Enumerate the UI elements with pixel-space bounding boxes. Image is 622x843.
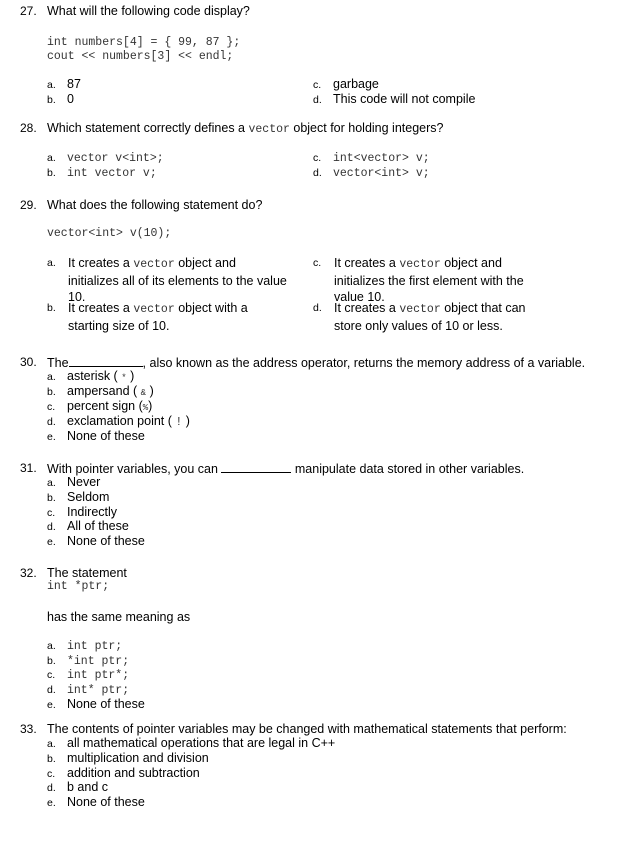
answer-option-c: c. It creates a vector object and initializes the first element with the value 10. [313,256,524,304]
question-text: The statement [47,566,127,580]
question-text: With pointer variables, you can manipulate data stored in other variables. [47,462,525,476]
answer-option-b: b. Seldom [47,490,110,504]
fill-in-blank [69,355,143,367]
question-33 [20,722,610,817]
code-line: cout << numbers[3] << endl; [47,50,234,63]
answer-option-e: e. None of these [47,795,145,809]
question-text: The , also known as the address operator, returns the memory address of a variable. [47,356,586,370]
answer-option-a: a. int ptr; [47,640,123,653]
question-number: 32. [20,566,37,580]
answer-option-a: a. Never [47,475,101,489]
question-29 [20,198,610,338]
answer-option-a: a. all mathematical operations that are legal in C++ [47,736,336,750]
question-text: Which statement correctly defines a vector object for holding integers? [47,121,444,136]
answer-option-a: a. vector v<int>; [47,152,164,165]
answer-option-d: d. exclamation point ( ! ) [47,414,190,429]
answer-option-a: a. 87 [47,77,81,91]
answer-option-c: c. int ptr*; [47,669,130,682]
question-30 [20,355,610,450]
answer-option-d: d. This code will not compile [313,92,476,106]
question-27 [20,4,610,104]
answer-option-c: c. percent sign (%) [47,399,153,413]
question-text: The contents of pointer variables may be changed with mathematical statements that perform: [47,722,567,736]
answer-option-b: b. multiplication and division [47,751,209,765]
answer-option-d: d. All of these [47,519,129,533]
answer-option-b: b. It creates a vector object with a starting size of 10. [47,301,248,333]
answer-option-a: a. It creates a vector object and initializes all of its elements to the value 10. [47,256,287,304]
code-line: int numbers[4] = { 99, 87 }; [47,36,241,49]
answer-option-d: d. b and c [47,780,109,794]
question-32 [20,566,610,716]
question-28 [20,121,610,181]
question-number: 28. [20,121,37,135]
answer-option-b: b. *int ptr; [47,655,130,668]
question-text-continued: has the same meaning as [47,610,191,624]
answer-option-b: b. 0 [47,92,74,106]
answer-option-d: d. vector<int> v; [313,167,430,180]
answer-option-d: d. int* ptr; [47,684,130,697]
answer-option-a: a. asterisk ( * ) [47,369,135,383]
question-number: 27. [20,4,37,18]
code-line: vector<int> v(10); [47,227,172,240]
question-31 [20,461,610,551]
answer-option-b: b. ampersand ( & ) [47,384,154,398]
question-number: 29. [20,198,37,212]
answer-option-c: c. garbage [313,77,379,91]
question-text: What will the following code display? [47,4,250,18]
question-number: 33. [20,722,37,736]
fill-in-blank [221,461,291,473]
answer-option-b: b. int vector v; [47,167,157,180]
answer-option-e: e. None of these [47,534,145,548]
question-number: 30. [20,355,37,369]
answer-option-c: c. Indirectly [47,505,118,519]
question-text: What does the following statement do? [47,198,263,212]
answer-option-e: e. None of these [47,429,145,443]
answer-option-d: d. It creates a vector object that can store only values of 10 or less. [313,301,526,333]
answer-option-e: e. None of these [47,697,145,711]
question-number: 31. [20,461,37,475]
answer-option-c: c. addition and subtraction [47,766,200,780]
code-line: int *ptr; [47,580,110,593]
answer-option-c: c. int<vector> v; [313,152,430,165]
